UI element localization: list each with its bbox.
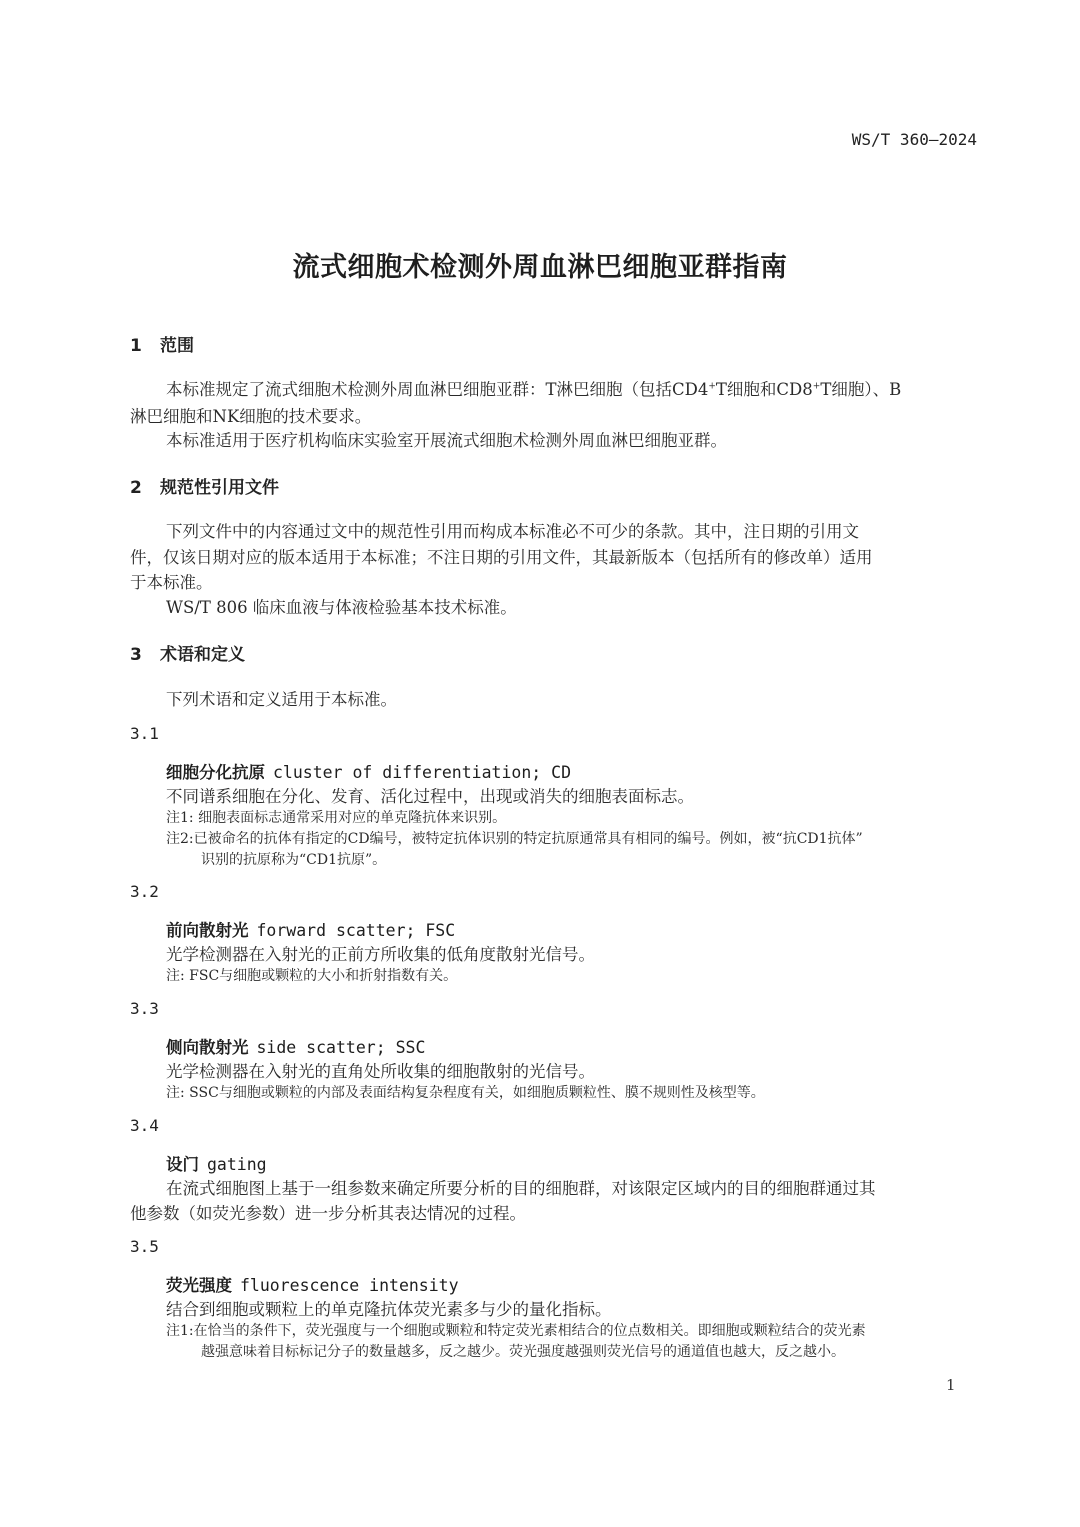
normative-paragraph-line: 下列文件中的内容通过文中的规范性引用而构成本标准必不可少的条款。其中，注日期的引用文 bbox=[166, 522, 859, 541]
term-number: 3.1 bbox=[130, 724, 159, 743]
normative-paragraph-line: 于本标准。 bbox=[130, 573, 213, 592]
section-number: 2 bbox=[130, 478, 142, 498]
document-title: 流式细胞术检测外周血淋巴细胞亚群指南 bbox=[292, 252, 788, 283]
term-name: 荧光强度 fluorescence intensity bbox=[166, 1276, 459, 1295]
section-3-heading bbox=[130, 640, 245, 665]
section-2-heading bbox=[130, 473, 279, 498]
term-note: 注2:已被命名的抗体有指定的CD编号，被特定抗体识别的特定抗原通常具有相同的编号。例如，被“抗CD1抗体” bbox=[166, 831, 863, 847]
term-note: 注: FSC与细胞或颗粒的大小和折射指数有关。 bbox=[166, 968, 458, 984]
term-number: 3.2 bbox=[130, 882, 159, 901]
normative-reference: WS/T 806 临床血液与体液检验基本技术标准。 bbox=[166, 598, 517, 617]
term-definition-continued: 他参数（如荧光参数）进一步分析其表达情况的过程。 bbox=[130, 1204, 526, 1223]
term-number: 3.4 bbox=[130, 1116, 159, 1135]
scope-paragraph-line-2: 淋巴细胞和NK细胞的技术要求。 bbox=[130, 407, 372, 426]
section-title: 术语和定义 bbox=[160, 645, 245, 665]
term-name: 设门 gating bbox=[166, 1155, 267, 1174]
term-note-continued: 越强意味着目标标记分子的数量越多，反之越少。荧光强度越强则荧光信号的通道值也越大，反之越小。 bbox=[201, 1344, 845, 1360]
page-number: 1 bbox=[946, 1376, 956, 1394]
terms-intro: 下列术语和定义适用于本标准。 bbox=[166, 690, 397, 709]
term-name: 细胞分化抗原 cluster of differentiation; CD bbox=[166, 763, 572, 782]
section-title: 规范性引用文件 bbox=[160, 478, 279, 498]
normative-paragraph-line: 件，仅该日期对应的版本适用于本标准；不注日期的引用文件，其最新版本（包括所有的修改单）适用 bbox=[130, 548, 873, 567]
term-number: 3.3 bbox=[130, 999, 159, 1018]
term-note: 注1: 细胞表面标志通常采用对应的单克隆抗体来识别。 bbox=[166, 810, 507, 826]
term-definition: 结合到细胞或颗粒上的单克隆抗体荧光素多与少的量化指标。 bbox=[166, 1300, 612, 1319]
standard-code: WS/T 360—2024 bbox=[851, 130, 977, 149]
term-definition: 光学检测器在入射光的直角处所收集的细胞散射的光信号。 bbox=[166, 1062, 595, 1081]
term-name: 前向散射光 forward scatter; FSC bbox=[166, 921, 456, 940]
term-note: 注: SSC与细胞或颗粒的内部及表面结构复杂程度有关，如细胞质颗粒性、膜不规则性及核型等。 bbox=[166, 1085, 765, 1101]
scope-paragraph-line-1: 本标准规定了流式细胞术检测外周血淋巴细胞亚群：T淋巴细胞（包括CD4+T细胞和CD8+T细胞）、B bbox=[166, 380, 902, 399]
term-name: 侧向散射光 side scatter; SSC bbox=[166, 1038, 426, 1057]
term-note-continued: 识别的抗原称为“CD1抗原”。 bbox=[201, 852, 387, 868]
term-definition: 光学检测器在入射光的正前方所收集的低角度散射光信号。 bbox=[166, 945, 595, 964]
scope-paragraph-2: 本标准适用于医疗机构临床实验室开展流式细胞术检测外周血淋巴细胞亚群。 bbox=[166, 431, 727, 450]
term-definition: 在流式细胞图上基于一组参数来确定所要分析的目的细胞群，对该限定区域内的目的细胞群通过其 bbox=[166, 1179, 876, 1198]
section-title: 范围 bbox=[160, 336, 194, 356]
section-number: 1 bbox=[130, 336, 142, 356]
section-number: 3 bbox=[130, 645, 142, 665]
term-note: 注1:在恰当的条件下，荧光强度与一个细胞或颗粒和特定荧光素相结合的位点数相关。即细胞或颗粒结合的荧光素 bbox=[166, 1323, 866, 1339]
term-definition: 不同谱系细胞在分化、发育、活化过程中，出现或消失的细胞表面标志。 bbox=[166, 787, 694, 806]
term-number: 3.5 bbox=[130, 1237, 159, 1256]
section-1-heading bbox=[130, 331, 194, 356]
